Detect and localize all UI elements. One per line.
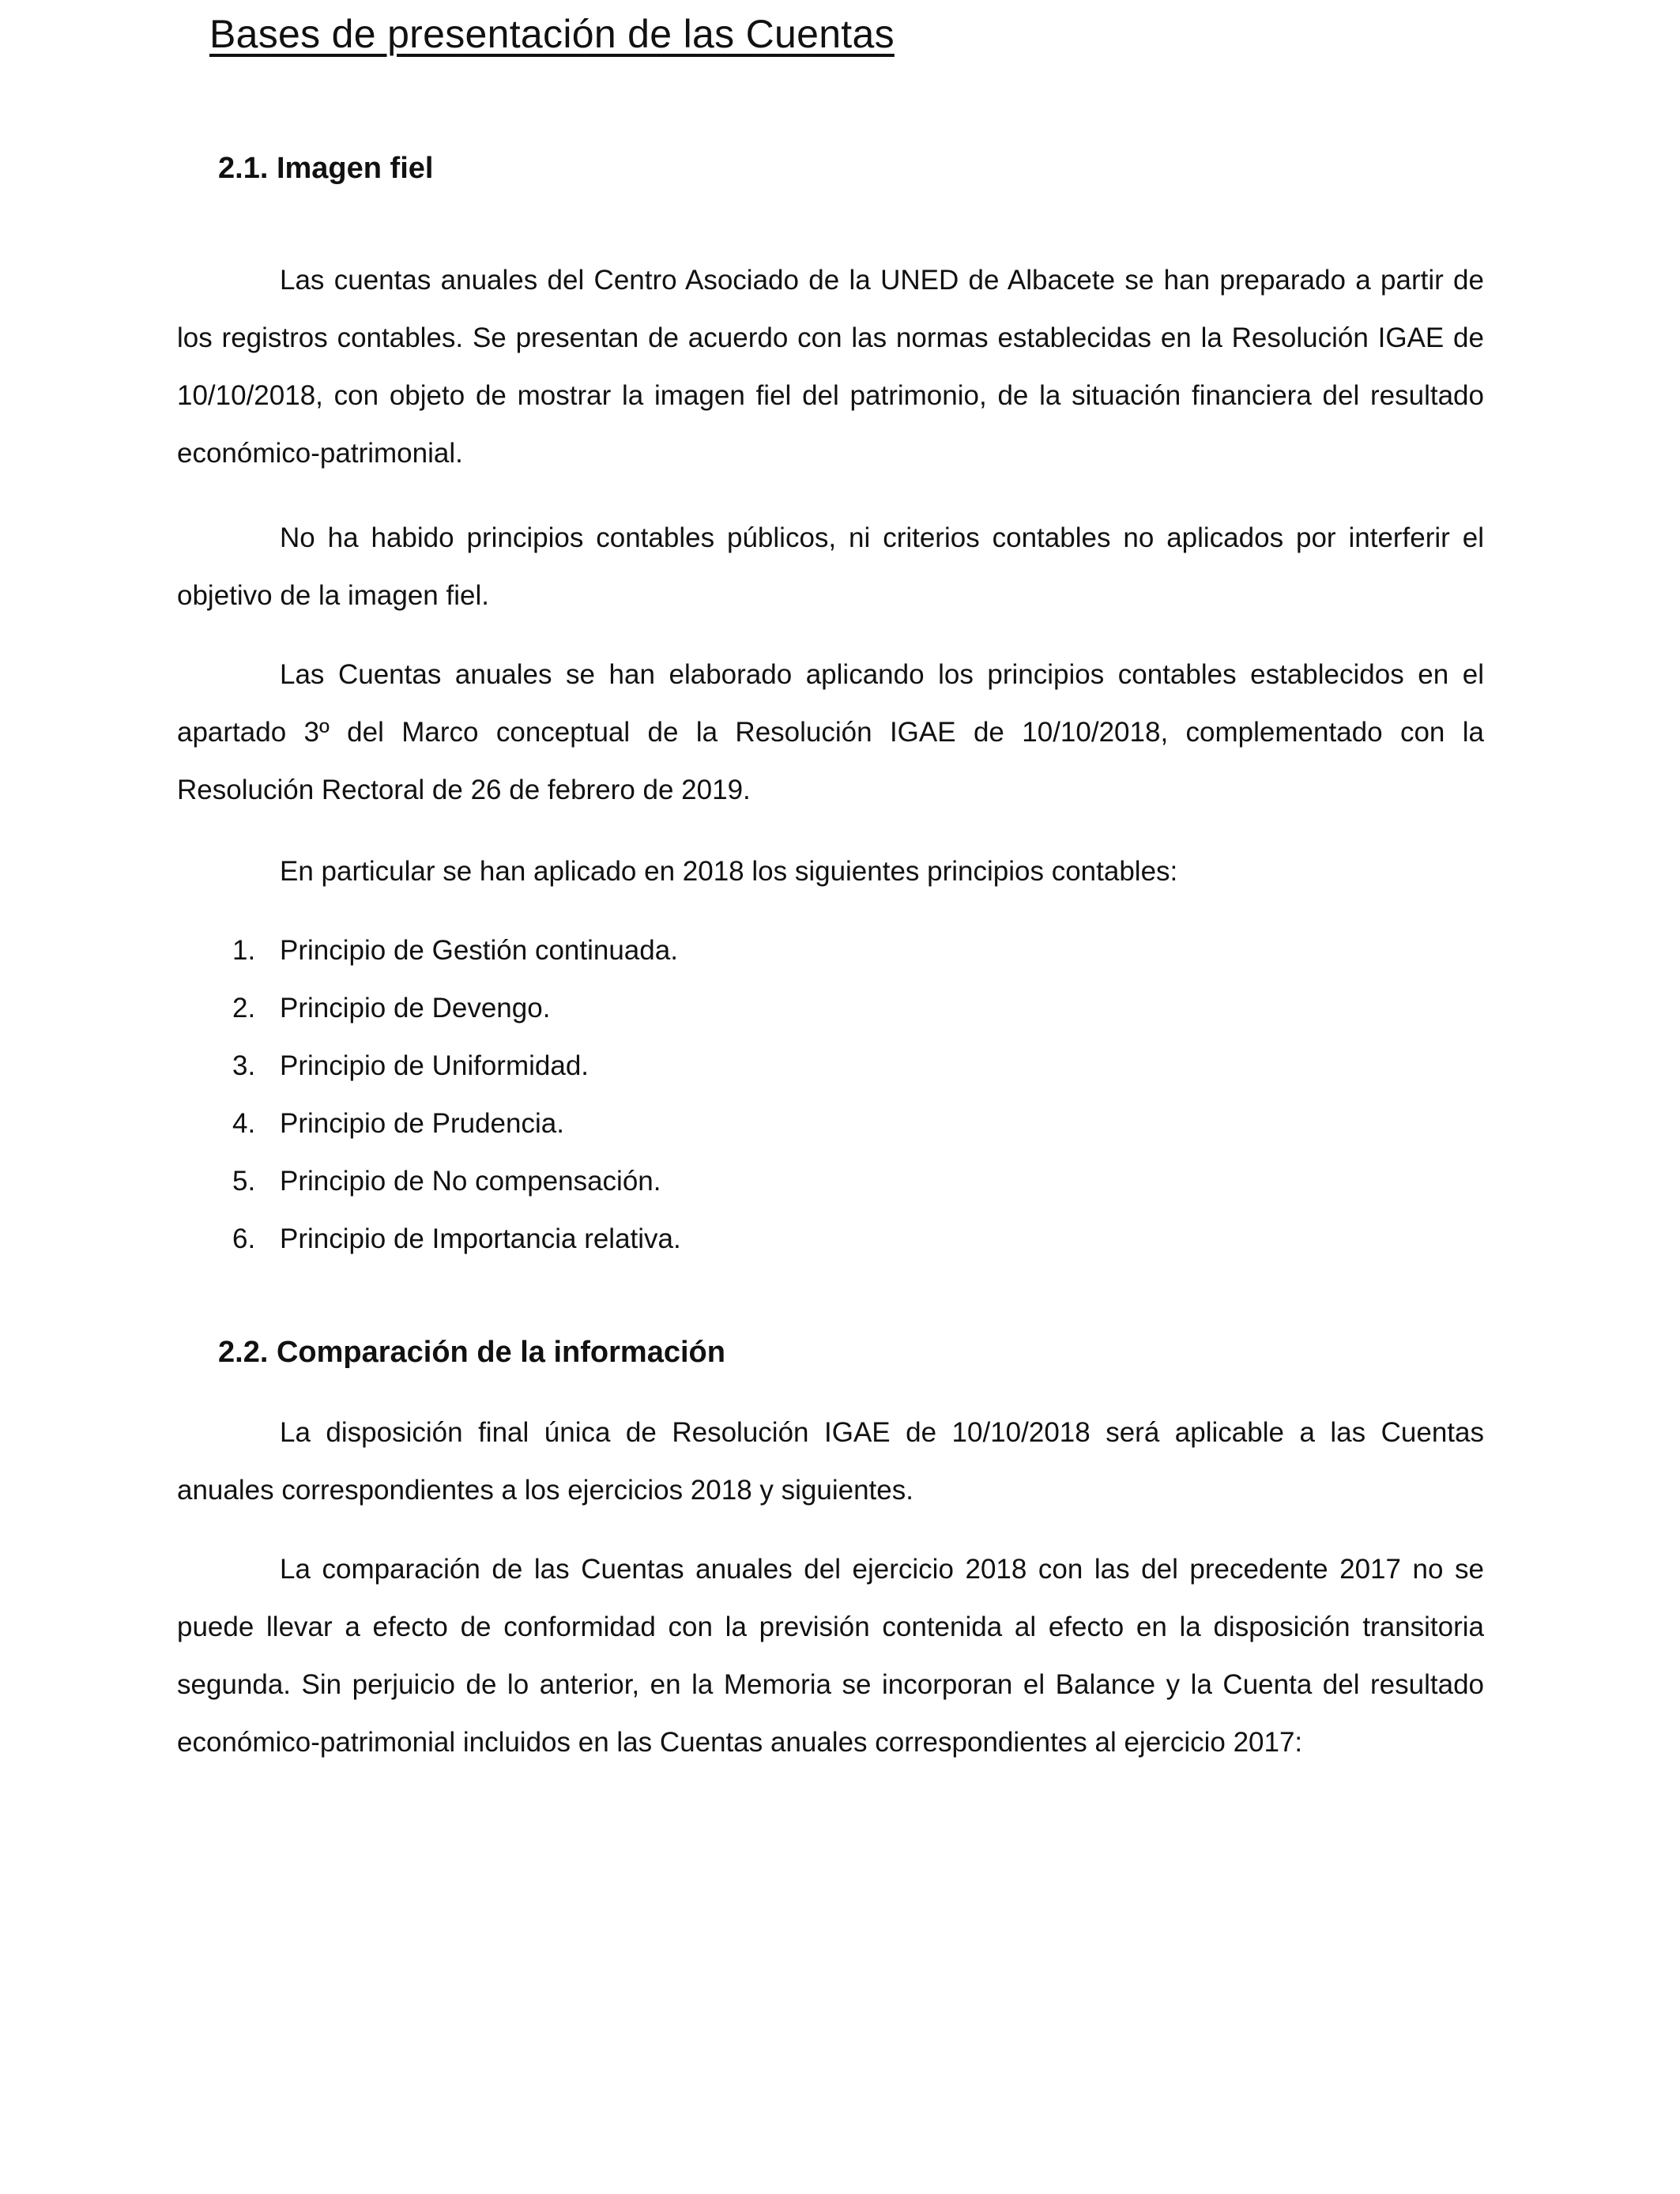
list-item bbox=[177, 1152, 681, 1210]
list-item bbox=[177, 1210, 681, 1268]
list-item-text: Principio de Devengo. bbox=[280, 993, 551, 1023]
list-item-number: 2. bbox=[232, 993, 256, 1023]
list-item-number: 3. bbox=[232, 1050, 256, 1081]
list-item-number: 6. bbox=[232, 1223, 256, 1254]
page-title: Bases de presentación de las Cuentas bbox=[209, 12, 895, 56]
paragraph-imagen-fiel-1: Las cuentas anuales del Centro Asociado de la UNED de Albacete se han preparado a partir de los registros contables. Se presentan de acuerdo con las normas establecidas en la Resolución IGAE de 10/10/2018, con objeto de mostrar la imagen fiel del patrimonio, de la situación financiera del resultado económico-patrimonial. bbox=[177, 265, 1484, 469]
list-item bbox=[177, 1037, 681, 1095]
section-heading-comparacion: 2.2. Comparación de la información bbox=[218, 1336, 725, 1369]
list-item-text: Principio de Importancia relativa. bbox=[280, 1223, 681, 1254]
paragraph-comparacion-2: La comparación de las Cuentas anuales del ejercicio 2018 con las del precedente 2017 no se puede llevar a efecto de conformidad con la previsión contenida al efecto en la disposición transitoria segunda. Sin perjuicio de lo anterior, en la Memoria se incorporan el Balance y la Cuenta del resultado económico-patrimonial incluidos en las Cuentas anuales correspondientes al ejercicio 2017: bbox=[177, 1554, 1484, 1758]
section-heading-imagen-fiel: 2.1. Imagen fiel bbox=[218, 152, 434, 185]
list-item-number: 1. bbox=[232, 935, 256, 966]
paragraph-comparacion-1: La disposición final única de Resolución IGAE de 10/10/2018 será aplicable a las Cuentas anuales correspondientes a los ejercicios 2018 y siguientes. bbox=[177, 1417, 1484, 1506]
paragraph-imagen-fiel-3: Las Cuentas anuales se han elaborado aplicando los principios contables establecidos en el apartado 3º del Marco conceptual de la Resolución IGAE de 10/10/2018, complementado con la Resolución Rectoral de 26 de febrero de 2019. bbox=[177, 659, 1484, 805]
list-item-text: Principio de Prudencia. bbox=[280, 1108, 564, 1139]
list-item-number: 4. bbox=[232, 1108, 256, 1139]
list-item bbox=[177, 1095, 681, 1152]
list-item-text: Principio de Uniformidad. bbox=[280, 1050, 590, 1081]
paragraph-imagen-fiel-4: En particular se han aplicado en 2018 los siguientes principios contables: bbox=[280, 856, 1178, 887]
paragraph-imagen-fiel-2: No ha habido principios contables públicos, ni criterios contables no aplicados por interferir el objetivo de la imagen fiel. bbox=[177, 522, 1484, 611]
list-item bbox=[177, 922, 681, 979]
principles-list bbox=[177, 922, 681, 1268]
list-item-text: Principio de Gestión continuada. bbox=[280, 935, 678, 966]
list-item bbox=[177, 979, 681, 1037]
list-item-number: 5. bbox=[232, 1166, 256, 1197]
list-item-text: Principio de No compensación. bbox=[280, 1166, 661, 1197]
